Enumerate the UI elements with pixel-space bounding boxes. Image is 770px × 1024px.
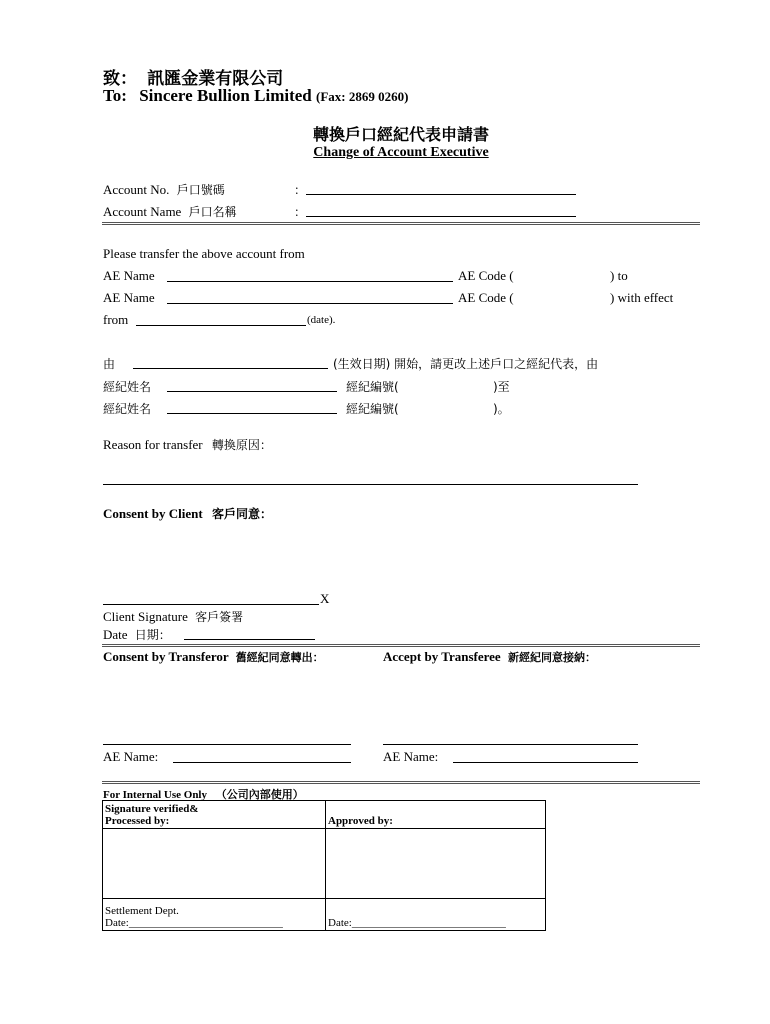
cn-effective-date-field[interactable]: [133, 368, 328, 369]
cn-ae-code-to-label: 經紀編號(: [346, 402, 399, 416]
title-english: Change of Account Executive: [313, 145, 489, 160]
internal-date-row: [103, 899, 546, 931]
title-chinese: 轉換戶口經紀代表申請書: [312, 125, 489, 144]
transferee-signature-field[interactable]: [383, 744, 638, 745]
ae-code-to-suffix: ) with effect: [610, 290, 674, 305]
account-no-colon: ：: [294, 183, 307, 197]
transferor-ae-name-field[interactable]: [173, 762, 351, 763]
effective-date-field[interactable]: [136, 325, 306, 326]
account-name-field[interactable]: [306, 216, 576, 217]
cn-ae-code-to-suffix: )。: [493, 402, 510, 416]
effective-from-label: from: [103, 312, 129, 327]
ae-name-to-field[interactable]: [167, 303, 453, 304]
ae-code-from-suffix: ) to: [610, 268, 628, 283]
account-name-label: Account Name 戶口名稱: [103, 204, 237, 219]
account-no-field[interactable]: [306, 194, 576, 195]
ae-name-from-label: AE Name: [103, 268, 155, 283]
client-consent-heading: Consent by Client 客戶同意：: [103, 506, 272, 521]
section-divider: [102, 222, 700, 225]
internal-header-row: [103, 801, 546, 829]
consent-divider: [102, 644, 700, 647]
transferee-ae-name-field[interactable]: [453, 762, 638, 763]
approved-by-signature-box[interactable]: [326, 829, 546, 899]
processed-by-signature-box[interactable]: [103, 829, 326, 899]
cn-ae-code-from-label: 經紀編號(: [346, 380, 399, 394]
processed-by-cell: Signature verified& Processed by:: [103, 801, 326, 829]
cn-effective-text: (生效日期) 開始，請更改上述戶口之經紀代表，由: [333, 357, 599, 371]
ae-name-to-label: AE Name: [103, 290, 155, 305]
client-signature-label: Client Signature 客戶簽署: [103, 609, 244, 624]
cn-ae-name-from-field[interactable]: [167, 391, 337, 392]
to-cn-company: 訊匯金業有限公司: [147, 69, 284, 89]
reason-label: Reason for transfer 轉換原因：: [103, 437, 272, 452]
transfer-intro: Please transfer the above account from: [103, 246, 305, 261]
internal-use-table: [102, 800, 546, 931]
internal-use-heading: For Internal Use Only （公司內部使用）: [103, 788, 304, 801]
to-en-company: Sincere Bullion Limited: [139, 86, 312, 105]
signature-x-mark: X: [320, 591, 330, 606]
to-cn-prefix: 致：: [103, 69, 137, 89]
transferor-ae-name-label: AE Name:: [103, 749, 159, 764]
account-name-colon: ：: [294, 205, 307, 219]
cn-from-prefix: 由: [103, 357, 116, 371]
transferee-heading: Accept by Transferee 新經紀同意接納：: [383, 649, 596, 664]
to-english-line: [103, 86, 408, 106]
ae-code-to-label: AE Code (: [458, 290, 514, 305]
approved-date-cell[interactable]: Date:____________________________: [326, 899, 546, 931]
internal-signature-row: [103, 829, 546, 899]
to-en-prefix: To:: [103, 86, 127, 105]
fax-number: (Fax: 2869 0260): [316, 89, 409, 104]
cn-ae-code-from-suffix: )至: [493, 380, 510, 394]
ae-code-from-label: AE Code (: [458, 268, 514, 283]
client-date-label: Date 日期：: [103, 627, 171, 642]
transferor-signature-field[interactable]: [103, 744, 351, 745]
approved-by-cell: Approved by:: [326, 801, 546, 829]
client-signature-field[interactable]: [103, 604, 319, 605]
cn-ae-name-to-field[interactable]: [167, 413, 337, 414]
transferee-ae-name-label: AE Name:: [383, 749, 439, 764]
internal-divider: [102, 781, 700, 784]
account-no-label: Account No. 戶口號碼: [103, 182, 225, 197]
settlement-date-cell[interactable]: Settlement Dept. Date:____________________________: [103, 899, 326, 931]
ae-name-from-field[interactable]: [167, 281, 453, 282]
date-suffix: (date).: [307, 314, 336, 326]
transferor-heading: Consent by Transferor 舊經紀同意轉出：: [103, 649, 324, 664]
cn-ae-name-from-label: 經紀姓名: [103, 380, 152, 394]
client-date-field[interactable]: [184, 639, 315, 640]
cn-ae-name-to-label: 經紀姓名: [103, 402, 152, 416]
reason-field[interactable]: [103, 484, 638, 485]
